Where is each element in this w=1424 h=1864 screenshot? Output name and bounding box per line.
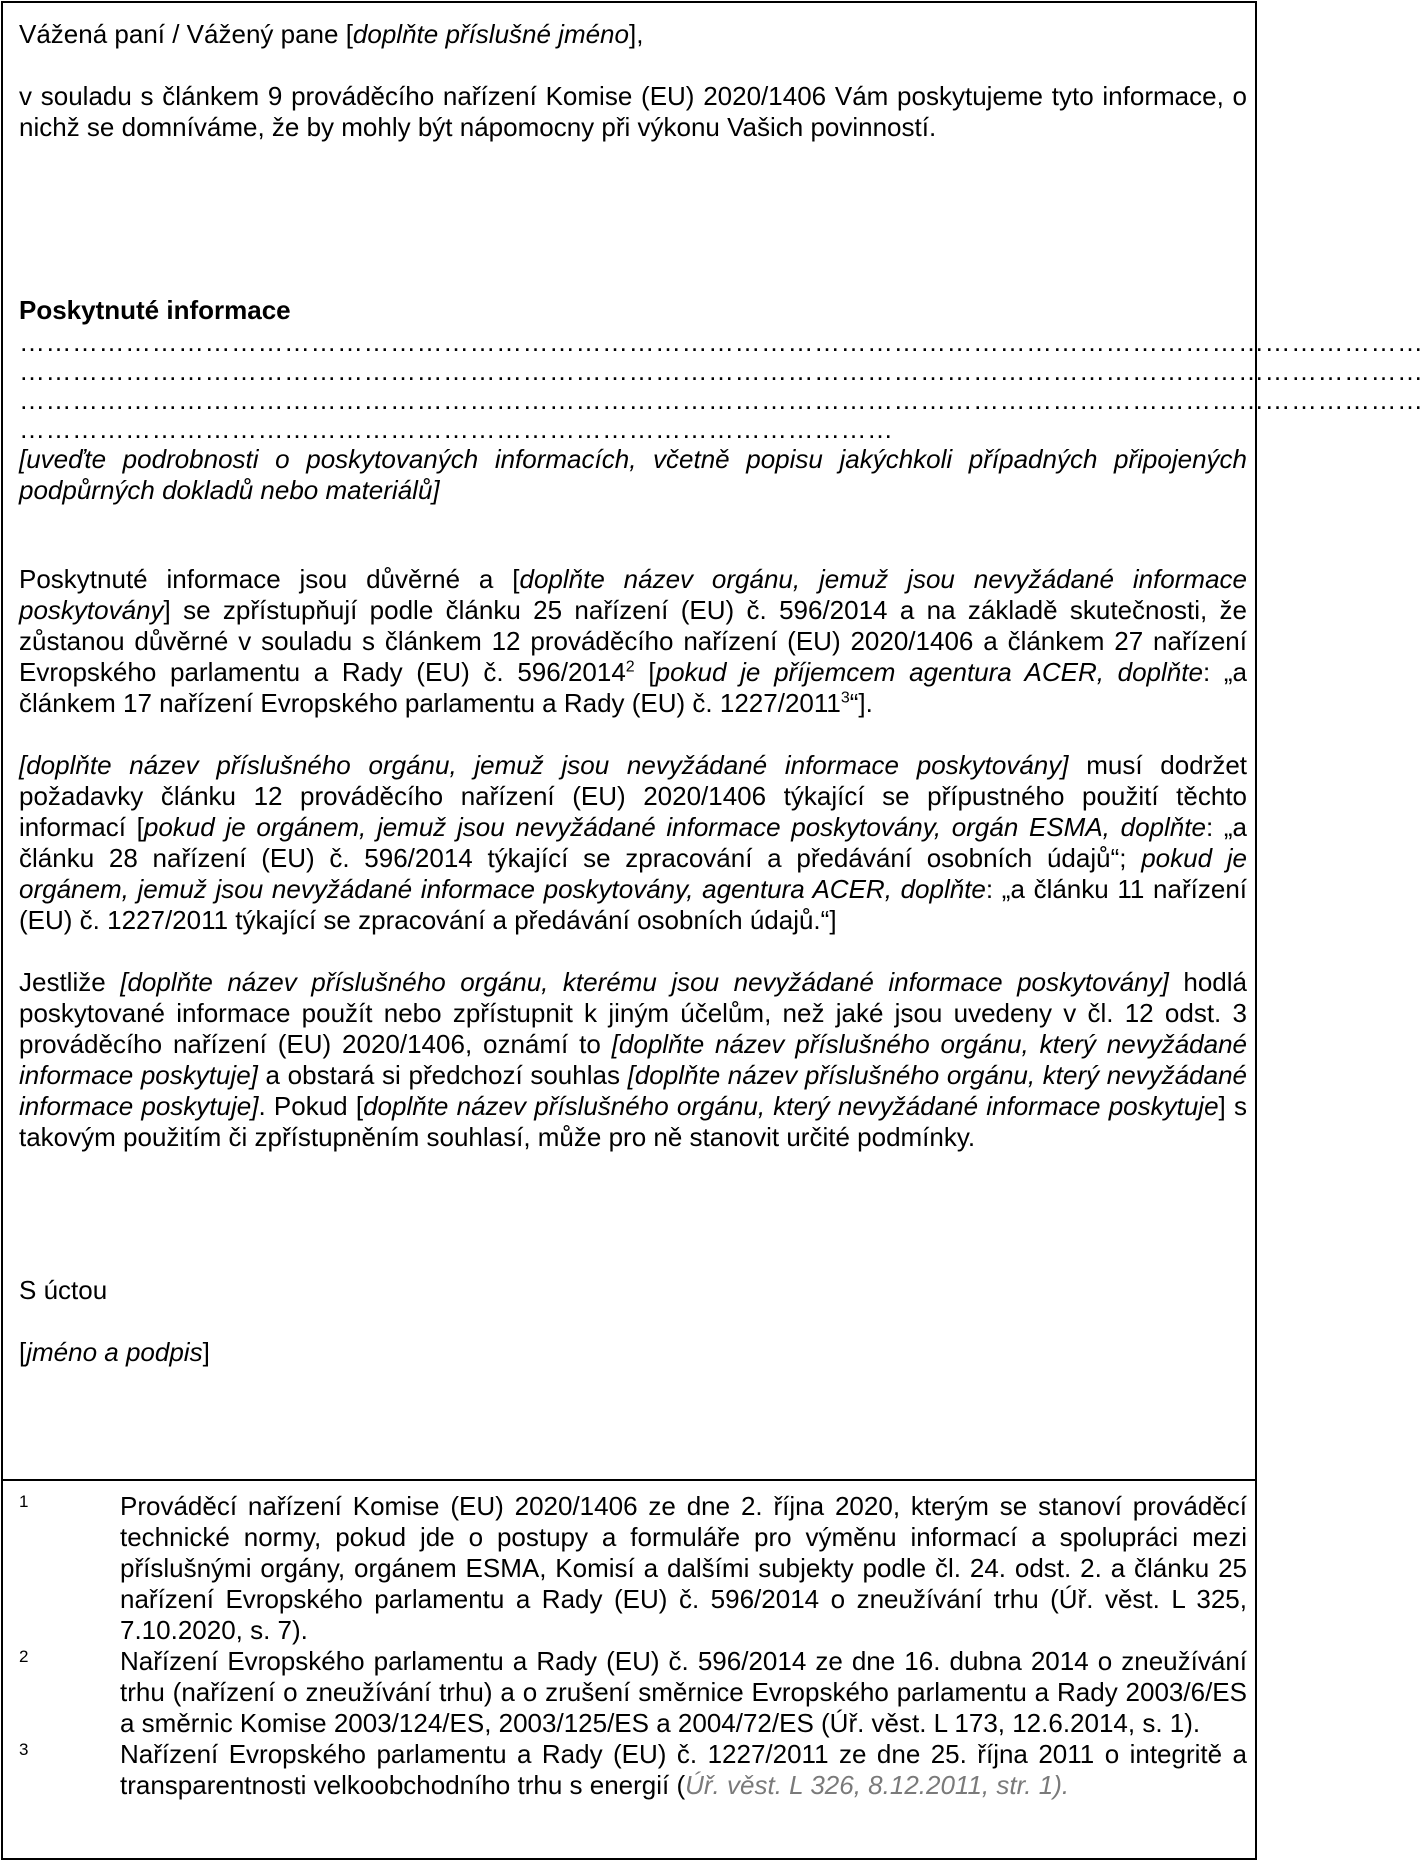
salutation: Vážená paní / Vážený pane [doplňte příslušné jméno], xyxy=(19,19,644,49)
footnotes xyxy=(19,1491,1247,1801)
document-frame xyxy=(1,1,1424,1860)
usage-paragraph: [doplňte název příslušného orgánu, jemuž jsou nevyžádané informace poskytovány] musí dodržet požadavky článku 12 prováděcího nařízení (EU) 2020/1406 týkající se přípustného použití těchto informací [pokud je orgánem, jemuž jsou nevyžádané informace poskytovány, orgán ESMA, doplňte: „a článku 28 nařízení (EU) č. 596/2014 týkající se zpracování a předávání osobních údajů“; pokud je orgánem, jemuž jsou nevyžádané informace poskytovány, agentura ACER, doplňte: „a článku 11 nařízení (EU) č. 1227/2011 týkající se zpracování a předávání osobních údajů.“] xyxy=(19,750,1248,935)
signature-placeholder: [jméno a podpis] xyxy=(19,1337,210,1367)
footnote xyxy=(19,1739,1247,1801)
dotted-line: …………………………………………………………………………………………………………………………………………… xyxy=(19,385,1424,415)
footnote-number: 1 xyxy=(19,1492,29,1511)
confidentiality-paragraph: Poskytnuté informace jsou důvěrné a [doplňte název orgánu, jemuž jsou nevyžádané informace poskytovány] se zpřístupňují podle článku 25 nařízení (EU) č. 596/2014 a na základě skutečnosti, že zůstanou důvěrné v souladu s článkem 12 prováděcího nařízení (EU) 2020/1406 a článkem 27 nařízení Evropského parlamentu a Rady (EU) č. 596/2014$^2$ [pokud je příjemcem agentura ACER, doplňte: „a článkem 17 nařízení Evropského parlamentu a Rady (EU) č. 1227/2011$^3$“]. xyxy=(19,564,1247,718)
instruction-text: [uveďte podrobnosti o poskytovaných informacích, včetně popisu jakýchkoli případných připojených podpůrných dokladů nebo materiálů] xyxy=(19,444,1247,505)
section-title: Poskytnuté informace xyxy=(19,295,291,325)
footnote-ref[interactable]: 3 xyxy=(840,689,850,707)
dotted-line: …………………………………………………………………………………………………………………………………………… xyxy=(19,356,1424,386)
letter-body xyxy=(19,19,1424,1368)
footnote-number: 2 xyxy=(19,1647,29,1666)
footnote-ref[interactable]: 2 xyxy=(625,658,635,676)
footnote-text: Prováděcí nařízení Komise (EU) 2020/1406 ze dne 2. října 2020, kterým se stanoví prováděcí technické normy, pokud jde o postupy a formuláře pro výměnu informací a spolupráci mezi příslušnými orgány, orgánem ESMA, Komisí a dalšími subjekty podle čl. 24. odst. 2. a článku 25 nařízení Evropského parlamentu a Rady (EU) č. 596/2014 o zneužívání trhu (Úř. věst. L 325, 7.10.2020, s. 7). xyxy=(120,1491,1247,1645)
footnote-text: Nařízení Evropského parlamentu a Rady (EU) č. 596/2014 ze dne 16. dubna 2014 o zneužívání trhu (nařízení o zneužívání trhu) a o zrušení směrnice Evropského parlamentu a Rady 2003/6/ES a směrnic Komise 2003/124/ES, 2003/125/ES a 2004/72/ES (Úř. věst. L 173, 12.6.2014, s. 1). xyxy=(120,1646,1247,1738)
footnote-number: 3 xyxy=(19,1740,29,1759)
footnote xyxy=(19,1646,1247,1739)
footnote-text: Nařízení Evropského parlamentu a Rady (EU) č. 1227/2011 ze dne 25. října 2011 o integritě a transparentnosti velkoobchodního trhu s energií (Úř. věst. L 326, 8.12.2011, str. 1). xyxy=(120,1739,1247,1800)
closing: S úctou xyxy=(19,1275,108,1305)
consent-paragraph: Jestliže [doplňte název příslušného orgánu, kterému jsou nevyžádané informace poskytovány] hodlá poskytované informace použít nebo zpřístupnit k jiným účelům, než jaké jsou uvedeny v čl. 12 odst. 3 prováděcího nařízení (EU) 2020/1406, oznámí to [doplňte název příslušného orgánu, který nevyžádané informace poskytuje] a obstará si předchozí souhlas [doplňte název příslušného orgánu, který nevyžádané informace poskytuje]. Pokud [doplňte název příslušného orgánu, který nevyžádané informace poskytuje] s takovým použitím či zpřístupněním souhlasí, může pro ně stanovit určité podmínky. xyxy=(19,967,1248,1152)
dotted-line: …………………………………………………………………………………………………………………………………………… xyxy=(19,327,1424,357)
intro-paragraph: v souladu s článkem 9 prováděcího nařízení Komise (EU) 2020/1406 Vám poskytujeme tyto informace, o nichž se domníváme, že by mohly být nápomocny při výkonu Vašich povinností. xyxy=(19,81,1247,142)
salutation-placeholder: doplňte příslušné jméno xyxy=(352,19,629,49)
footnote xyxy=(19,1491,1247,1646)
footnote-separator xyxy=(3,1479,1255,1481)
dotted-line: ……………………………………………………………………………………… xyxy=(19,414,894,444)
footnote-citation: Úř. věst. L 326, 8.12.2011, str. 1). xyxy=(685,1770,1070,1800)
